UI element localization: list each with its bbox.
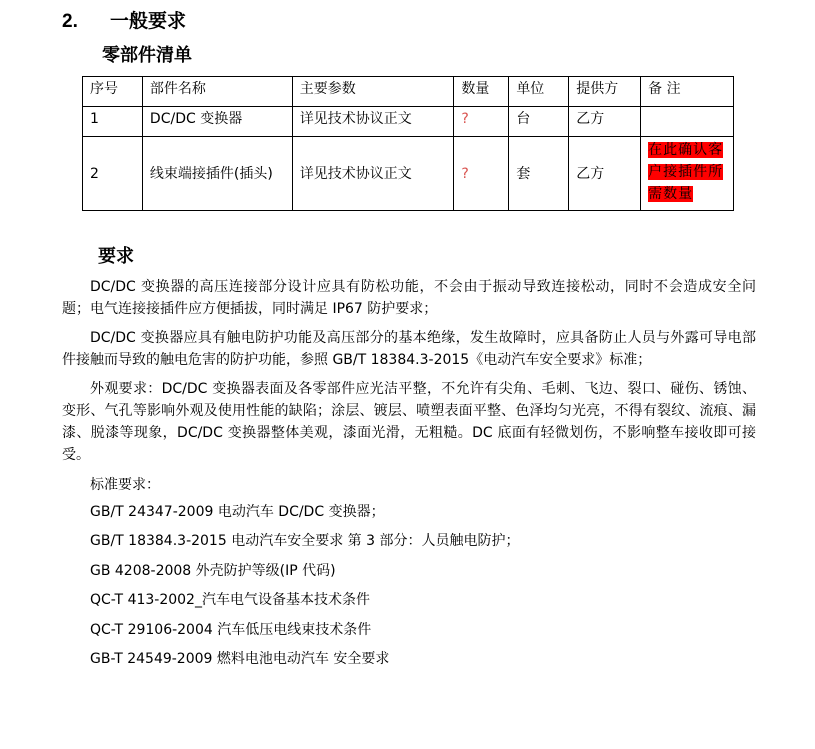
table-header-cell: 单位 xyxy=(509,77,569,107)
table-header-cell: 序号 xyxy=(83,77,143,107)
table-cell-no: 1 xyxy=(83,107,143,137)
standard-item: QC-T 29106-2004 汽车低压电线束技术条件 xyxy=(90,622,372,638)
table-header-row xyxy=(83,77,734,107)
table-cell-no: 2 xyxy=(83,137,143,211)
standard-item: GB 4208-2008 外壳防护等级(IP 代码) xyxy=(90,563,336,579)
standard-item: GB/T 18384.3-2015 电动汽车安全要求 第 3 部分：人员触电防护； xyxy=(90,533,520,549)
parts-list-title: 零部件清单 xyxy=(102,45,192,66)
table-header-cell: 数量 xyxy=(454,77,509,107)
table-cell-unit: 台 xyxy=(509,107,569,137)
table-cell-name: DC/DC 变换器 xyxy=(142,107,292,137)
standard-item: GB-T 24549-2009 燃料电池电动汽车 安全要求 xyxy=(90,651,390,667)
table-cell-qty: ? xyxy=(454,137,509,211)
table-header-cell: 部件名称 xyxy=(142,77,292,107)
table-header-cell: 提供方 xyxy=(569,77,641,107)
section-number: 2. xyxy=(62,11,78,32)
table-cell-provider: 乙方 xyxy=(569,107,641,137)
table-cell-note xyxy=(641,137,734,211)
section-title: 一般要求 xyxy=(110,10,187,32)
parts-table xyxy=(82,76,734,211)
table-cell-provider: 乙方 xyxy=(569,137,641,211)
table-header-cell: 备 注 xyxy=(641,77,734,107)
standard-item: GB/T 24347-2009 电动汽车 DC/DC 变换器； xyxy=(90,504,385,520)
table-cell-param: 详见技术协议正文 xyxy=(292,107,454,137)
table-header-cell: 主要参数 xyxy=(292,77,454,107)
requirements-title: 要求 xyxy=(98,246,134,267)
requirements-body xyxy=(62,276,756,503)
paragraph: DC/DC 变换器的高压连接部分设计应具有防松功能，不会由于振动导致连接松动，同时不会造成安全问题；电气连接接插件应方便插拔，同时满足 IP67 防护要求； xyxy=(62,279,756,317)
table-cell-name: 线束端接插件(插头) xyxy=(142,137,292,211)
table-cell-unit: 套 xyxy=(509,137,569,211)
section-heading xyxy=(62,6,186,33)
paragraph: 标准要求： xyxy=(90,477,160,493)
table-row xyxy=(83,107,734,137)
standard-item: QC-T 413-2002_汽车电气设备基本技术条件 xyxy=(90,592,370,608)
table-row xyxy=(83,137,734,211)
table-cell-note xyxy=(641,107,734,137)
table-cell-qty: ? xyxy=(454,107,509,137)
paragraph: DC/DC 变换器应具有触电防护功能及高压部分的基本绝缘，发生故障时，应具备防止人员与外露可导电部件接触而导致的触电危害的防护功能，参照 GB/T 18384.3-2015《电动汽车安全要求》标准； xyxy=(62,330,756,368)
paragraph: 外观要求：DC/DC 变换器表面及各零部件应光洁平整，不允许有尖角、毛刺、飞边、裂口、碰伤、锈蚀、变形、气孔等影响外观及使用性能的缺陷；涂层、镀层、喷塑表面平整、色泽均匀光亮，不得有裂纹、流痕、漏漆、脱漆等现象，DC/DC 变换器整体美观，漆面光滑，无粗糙。DC 底面有轻微划伤，不影响整车接收即可接受。 xyxy=(62,381,756,463)
table-cell-param: 详见技术协议正文 xyxy=(292,137,454,211)
highlighted-note: 在此确认客户接插件所需数量 xyxy=(648,142,724,202)
